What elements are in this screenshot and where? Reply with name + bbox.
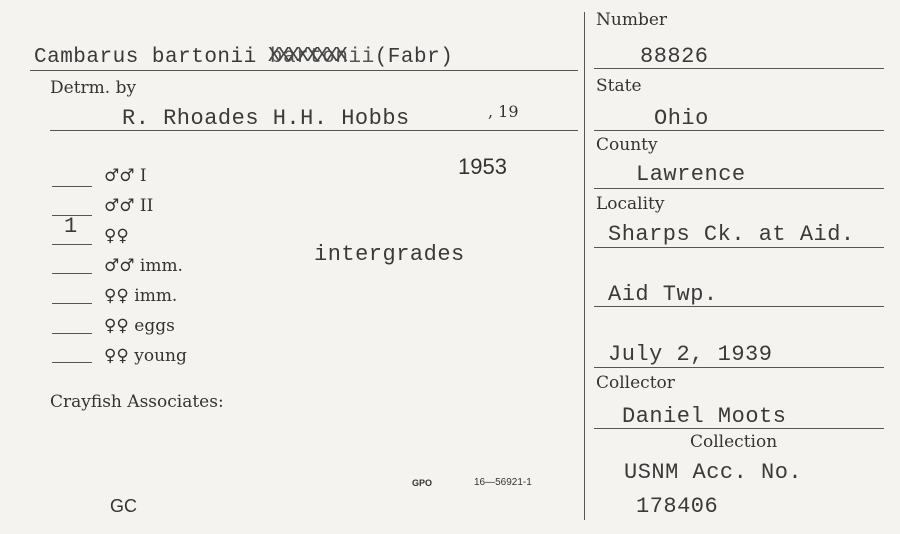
number-rule <box>594 68 884 69</box>
determiner-label: Detrm. by <box>50 78 137 98</box>
collector-value: Daniel Moots <box>622 404 787 429</box>
state-value: Ohio <box>654 106 709 131</box>
gpo-code: 16—56921-1 <box>474 477 532 488</box>
count-blank <box>52 303 92 304</box>
species-name: Cambarus bartonii <box>34 46 257 69</box>
species-struck-text: bartonii XXXXXXXX <box>270 46 375 69</box>
species-rule <box>30 70 578 71</box>
county-label: County <box>596 135 658 155</box>
count-blank <box>52 362 92 363</box>
state-rule <box>594 130 884 131</box>
state-label: State <box>596 76 642 96</box>
county-rule <box>594 188 884 189</box>
county-value: Lawrence <box>636 162 746 187</box>
determiner-names: R. Rhoades H.H. Hobbs <box>122 106 410 131</box>
sex-label: ♂♂ imm. <box>104 256 183 276</box>
count-blank <box>52 186 92 187</box>
collection-date: July 2, 1939 <box>608 342 773 367</box>
acc-number: 178406 <box>636 494 719 519</box>
sex-label: ♀♀ imm. <box>104 286 178 306</box>
collector-label: Collector <box>596 373 675 393</box>
locality-line-2: Aid Twp. <box>608 282 718 307</box>
count-blank <box>52 244 92 245</box>
number-label: Number <box>596 10 668 30</box>
locality-line-1: Sharps Ck. at Aid. <box>608 222 855 247</box>
determination-year: 1953 <box>458 154 507 179</box>
locality-rule-2 <box>594 306 884 307</box>
sex-label: ♂♂ II <box>104 196 154 216</box>
intergrades-note: intergrades <box>314 242 465 267</box>
sex-label: ♀♀ <box>104 226 129 246</box>
count-blank <box>52 273 92 274</box>
locality-label: Locality <box>596 194 665 214</box>
year-prefix: , 19 <box>488 102 519 121</box>
locality-rule-1 <box>594 247 884 248</box>
sex-label: ♀♀ young <box>104 346 187 366</box>
collection-label: Collection <box>690 432 778 452</box>
sex-label: ♂♂ I <box>104 166 147 186</box>
gc-mark: GC <box>110 496 137 516</box>
count-value: 1 <box>64 214 78 239</box>
count-blank <box>52 333 92 334</box>
column-divider <box>584 12 585 520</box>
species-author: (Fabr) <box>374 46 454 69</box>
determiner-rule <box>50 130 578 131</box>
species-name-line <box>34 46 453 69</box>
gpo-prefix: GPO <box>412 478 433 488</box>
collector-rule <box>594 428 884 429</box>
acc-label: USNM Acc. No. <box>624 460 803 485</box>
date-rule <box>594 367 884 368</box>
associates-label: Crayfish Associates: <box>50 392 224 412</box>
number-value: 88826 <box>640 44 709 69</box>
sex-label: ♀♀ eggs <box>104 316 175 336</box>
